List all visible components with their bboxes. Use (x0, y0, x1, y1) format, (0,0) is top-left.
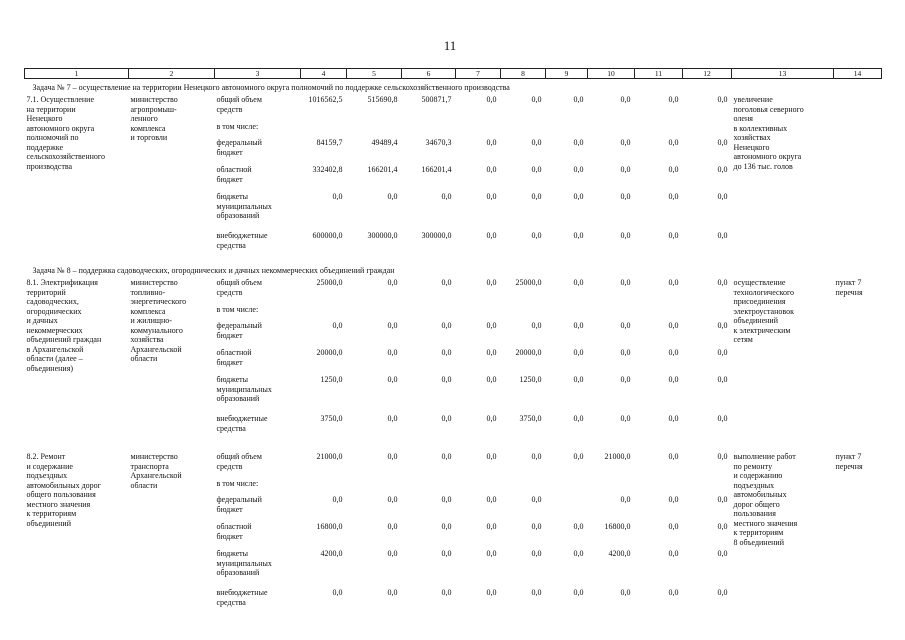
amount-cell: 1016562,5 (308, 95, 343, 104)
amount-cell: 0,0 (332, 495, 343, 504)
amount-cell: 0,0 (531, 165, 542, 174)
amount-cell (301, 305, 347, 321)
col-header: 11 (635, 69, 683, 79)
amount-cell: 0,0 (717, 452, 728, 461)
spacer-row (25, 442, 882, 452)
col-header: 8 (501, 69, 546, 79)
amount-cell: 0,0 (668, 522, 679, 531)
amount-cell: 0,0 (620, 165, 631, 174)
funding-source: общий объем средств (216, 95, 262, 114)
amount-cell: 84159,7 (316, 138, 343, 147)
amount-cell: 0,0 (441, 375, 452, 384)
amount-cell: 0,0 (668, 192, 679, 201)
col-header: 7 (456, 69, 501, 79)
amount-cell: 0,0 (486, 231, 497, 240)
amount-cell: 0,0 (486, 321, 497, 330)
amount-cell: 25000,0 (515, 278, 542, 287)
amount-cell (501, 305, 546, 321)
amount-cell: 0,0 (531, 192, 542, 201)
amount-cell: 0,0 (717, 549, 728, 558)
amount-cell (546, 122, 588, 138)
amount-cell: 0,0 (531, 321, 542, 330)
amount-cell: 0,0 (441, 321, 452, 330)
amount-cell: 0,0 (573, 95, 584, 104)
amount-cell: 0,0 (387, 495, 398, 504)
amount-cell: 3750,0 (519, 414, 542, 423)
amount-cell: 0,0 (717, 522, 728, 531)
amount-cell: 500871,7 (421, 95, 452, 104)
funding-source: федеральный бюджет (216, 321, 262, 340)
amount-cell: 0,0 (332, 588, 343, 597)
amount-cell (301, 479, 347, 495)
amount-cell (683, 305, 732, 321)
col-header: 3 (215, 69, 301, 79)
amount-cell (501, 479, 546, 495)
amount-cell: 0,0 (531, 495, 542, 504)
funding-source: внебюджетные средства (216, 231, 268, 250)
amount-cell: 0,0 (717, 192, 728, 201)
amount-cell (683, 122, 732, 138)
amount-cell: 3750,0 (320, 414, 343, 423)
note: пункт 7 перечня (835, 452, 863, 471)
amount-cell: 0,0 (387, 549, 398, 558)
amount-cell: 0,0 (717, 321, 728, 330)
amount-cell: 0,0 (717, 495, 728, 504)
amount-cell: 0,0 (531, 549, 542, 558)
col-header: 6 (402, 69, 456, 79)
amount-cell: 0,0 (486, 165, 497, 174)
amount-cell: 0,0 (486, 414, 497, 423)
amount-cell: 0,0 (573, 414, 584, 423)
amount-cell: 0,0 (620, 321, 631, 330)
measure-name: 8.1. Электрификация территорий садоводческих, огороднических и дачных некоммерческих объединений граждан в Архангельской области (далее – объединения) (26, 278, 102, 373)
funding-source: федеральный бюджет (216, 495, 262, 514)
amount-cell: 0,0 (573, 321, 584, 330)
amount-cell: 0,0 (668, 321, 679, 330)
funding-source: в том числе: (216, 479, 259, 488)
executor: министерство транспорта Архангельской области (130, 452, 182, 490)
amount-cell: 0,0 (620, 138, 631, 147)
amount-cell: 0,0 (668, 165, 679, 174)
amount-cell: 332402,8 (312, 165, 343, 174)
amount-cell: 49489,4 (371, 138, 398, 147)
expected-result: выполнение работ по ремонту и содержанию подъездных автомобильных дорог общего пользования местного значения к территориям 8 объединений (733, 452, 798, 547)
col-header: 9 (546, 69, 588, 79)
amount-cell: 0,0 (486, 138, 497, 147)
amount-cell: 0,0 (441, 414, 452, 423)
amount-cell (588, 122, 635, 138)
amount-cell: 0,0 (668, 138, 679, 147)
amount-cell: 0,0 (486, 348, 497, 357)
amount-cell: 0,0 (441, 522, 452, 531)
amount-cell: 0,0 (573, 192, 584, 201)
funding-source: федеральный бюджет (216, 138, 262, 157)
amount-cell (402, 305, 456, 321)
col-header: 13 (732, 69, 834, 79)
amount-cell: 0,0 (717, 165, 728, 174)
amount-cell (347, 479, 402, 495)
table-row (25, 95, 882, 122)
funding-source: в том числе: (216, 305, 259, 314)
amount-cell (546, 305, 588, 321)
funding-source: внебюджетные средства (216, 588, 268, 607)
table-row (25, 278, 882, 305)
note: пункт 7 перечня (835, 278, 863, 297)
amount-cell: 0,0 (668, 549, 679, 558)
amount-cell: 0,0 (717, 348, 728, 357)
amount-cell (402, 479, 456, 495)
amount-cell: 0,0 (486, 522, 497, 531)
amount-cell: 21000,0 (604, 452, 631, 461)
funding-source: общий объем средств (216, 278, 262, 297)
amount-cell (456, 479, 501, 495)
amount-cell: 0,0 (717, 278, 728, 287)
amount-cell: 16800,0 (316, 522, 343, 531)
amount-cell: 0,0 (332, 192, 343, 201)
amount-cell (546, 495, 588, 522)
amount-cell: 0,0 (486, 375, 497, 384)
amount-cell: 0,0 (441, 588, 452, 597)
measure-name: 8.2. Ремонт и содержание подъездных автомобильных дорог общего пользования местного значения к территориям объединений (26, 452, 101, 528)
amount-cell: 0,0 (486, 192, 497, 201)
amount-cell: 515690,8 (367, 95, 398, 104)
amount-cell: 0,0 (573, 375, 584, 384)
expected-result: увеличение поголовья северного оленя в коллективных хозяйствах Ненецкого автономного округа до 136 тыс. голов (733, 95, 804, 171)
amount-cell: 0,0 (668, 348, 679, 357)
amount-cell: 0,0 (486, 588, 497, 597)
amount-cell: 0,0 (573, 165, 584, 174)
funding-source: бюджеты муниципальных образований (216, 192, 272, 220)
amount-cell: 166201,4 (421, 165, 452, 174)
amount-cell: 0,0 (531, 452, 542, 461)
col-header: 10 (588, 69, 635, 79)
amount-cell: 0,0 (531, 138, 542, 147)
amount-cell: 0,0 (531, 522, 542, 531)
amount-cell: 0,0 (573, 138, 584, 147)
page-number: 11 (443, 38, 457, 53)
col-header: 12 (683, 69, 732, 79)
amount-cell: 0,0 (668, 588, 679, 597)
amount-cell: 0,0 (531, 588, 542, 597)
amount-cell (347, 122, 402, 138)
amount-cell (402, 122, 456, 138)
amount-cell: 0,0 (573, 231, 584, 240)
amount-cell: 20000,0 (316, 348, 343, 357)
amount-cell: 1250,0 (519, 375, 542, 384)
amount-cell: 25000,0 (316, 278, 343, 287)
amount-cell: 0,0 (531, 95, 542, 104)
col-header: 14 (834, 69, 882, 79)
amount-cell: 0,0 (573, 588, 584, 597)
amount-cell: 0,0 (573, 522, 584, 531)
amount-cell: 0,0 (486, 452, 497, 461)
amount-cell: 0,0 (573, 452, 584, 461)
amount-cell: 4200,0 (608, 549, 631, 558)
amount-cell: 0,0 (486, 495, 497, 504)
amount-cell: 0,0 (387, 192, 398, 201)
amount-cell: 0,0 (717, 95, 728, 104)
amount-cell: 0,0 (441, 549, 452, 558)
amount-cell (635, 479, 683, 495)
amount-cell: 0,0 (717, 414, 728, 423)
amount-cell: 0,0 (573, 348, 584, 357)
funding-source: областной бюджет (216, 348, 252, 367)
funding-source: областной бюджет (216, 522, 252, 541)
funding-source: областной бюджет (216, 165, 252, 184)
executor: министерство агропромыш- ленного комплекса и торговли (130, 95, 178, 142)
amount-cell: 0,0 (332, 321, 343, 330)
funding-source: бюджеты муниципальных образований (216, 375, 272, 403)
amount-cell: 0,0 (620, 231, 631, 240)
amount-cell: 0,0 (387, 375, 398, 384)
amount-cell: 0,0 (620, 348, 631, 357)
amount-cell: 0,0 (668, 375, 679, 384)
col-header: 4 (301, 69, 347, 79)
task-row (25, 259, 882, 278)
funding-table (24, 68, 882, 616)
amount-cell: 34670,3 (425, 138, 452, 147)
col-header: 2 (129, 69, 215, 79)
amount-cell: 0,0 (717, 375, 728, 384)
amount-cell (588, 479, 635, 495)
funding-source: в том числе: (216, 122, 259, 131)
amount-cell (456, 305, 501, 321)
note (834, 95, 882, 259)
header-row (25, 69, 882, 79)
amount-cell (588, 305, 635, 321)
task-row (25, 79, 882, 96)
amount-cell: 0,0 (486, 95, 497, 104)
amount-cell: 0,0 (717, 231, 728, 240)
amount-cell (301, 122, 347, 138)
amount-cell: 16800,0 (604, 522, 631, 531)
amount-cell: 0,0 (387, 414, 398, 423)
amount-cell: 0,0 (531, 231, 542, 240)
amount-cell (635, 305, 683, 321)
amount-cell: 0,0 (620, 588, 631, 597)
amount-cell: 600000,0 (312, 231, 343, 240)
funding-source: бюджеты муниципальных образований (216, 549, 272, 577)
amount-cell: 300000,0 (421, 231, 452, 240)
table-row (25, 452, 882, 479)
col-header: 1 (25, 69, 129, 79)
amount-cell: 0,0 (668, 231, 679, 240)
amount-cell: 1250,0 (320, 375, 343, 384)
amount-cell: 0,0 (441, 348, 452, 357)
executor: министерство топливно- энергетического комплекса и жилищно- коммунального хозяйства Архангельской области (130, 278, 187, 363)
amount-cell (347, 305, 402, 321)
amount-cell: 0,0 (441, 192, 452, 201)
amount-cell: 0,0 (387, 522, 398, 531)
amount-cell: 0,0 (717, 138, 728, 147)
amount-cell: 4200,0 (320, 549, 343, 558)
task-title: Задача № 7 – осуществление на территории Ненецкого автономного округа полномочий по поддержке сельскохозяйственного производства (32, 83, 510, 92)
amount-cell: 0,0 (486, 549, 497, 558)
col-header: 5 (347, 69, 402, 79)
amount-cell (501, 122, 546, 138)
funding-source: общий объем средств (216, 452, 262, 471)
amount-cell: 0,0 (620, 278, 631, 287)
amount-cell: 0,0 (486, 278, 497, 287)
amount-cell (456, 122, 501, 138)
amount-cell: 0,0 (387, 348, 398, 357)
amount-cell: 0,0 (387, 278, 398, 287)
amount-cell: 0,0 (387, 452, 398, 461)
amount-cell: 0,0 (441, 452, 452, 461)
amount-cell: 0,0 (620, 495, 631, 504)
amount-cell: 0,0 (387, 321, 398, 330)
amount-cell (683, 479, 732, 495)
amount-cell (635, 122, 683, 138)
amount-cell: 20000,0 (515, 348, 542, 357)
amount-cell: 0,0 (668, 95, 679, 104)
amount-cell: 0,0 (668, 278, 679, 287)
amount-cell: 0,0 (620, 192, 631, 201)
amount-cell: 0,0 (668, 414, 679, 423)
amount-cell: 166201,4 (367, 165, 398, 174)
amount-cell: 0,0 (441, 495, 452, 504)
amount-cell: 300000,0 (367, 231, 398, 240)
funding-source: внебюджетные средства (216, 414, 268, 433)
amount-cell: 0,0 (441, 278, 452, 287)
amount-cell: 0,0 (668, 495, 679, 504)
amount-cell (546, 479, 588, 495)
amount-cell: 0,0 (620, 414, 631, 423)
amount-cell: 21000,0 (316, 452, 343, 461)
amount-cell: 0,0 (620, 375, 631, 384)
amount-cell: 0,0 (387, 588, 398, 597)
amount-cell: 0,0 (620, 95, 631, 104)
amount-cell: 0,0 (573, 278, 584, 287)
measure-name: 7.1. Осуществление на территории Ненецкого автономного округа полномочий по поддержке сельскохозяйственного производства (26, 95, 105, 171)
amount-cell: 0,0 (668, 452, 679, 461)
expected-result: осуществление технологического присоединения электроустановок объединений к электрическим сетям (733, 278, 795, 344)
amount-cell: 0,0 (573, 549, 584, 558)
task-title: Задача № 8 – поддержка садоводческих, огороднических и дачных некоммерческих объединений граждан (32, 266, 395, 275)
amount-cell: 0,0 (717, 588, 728, 597)
